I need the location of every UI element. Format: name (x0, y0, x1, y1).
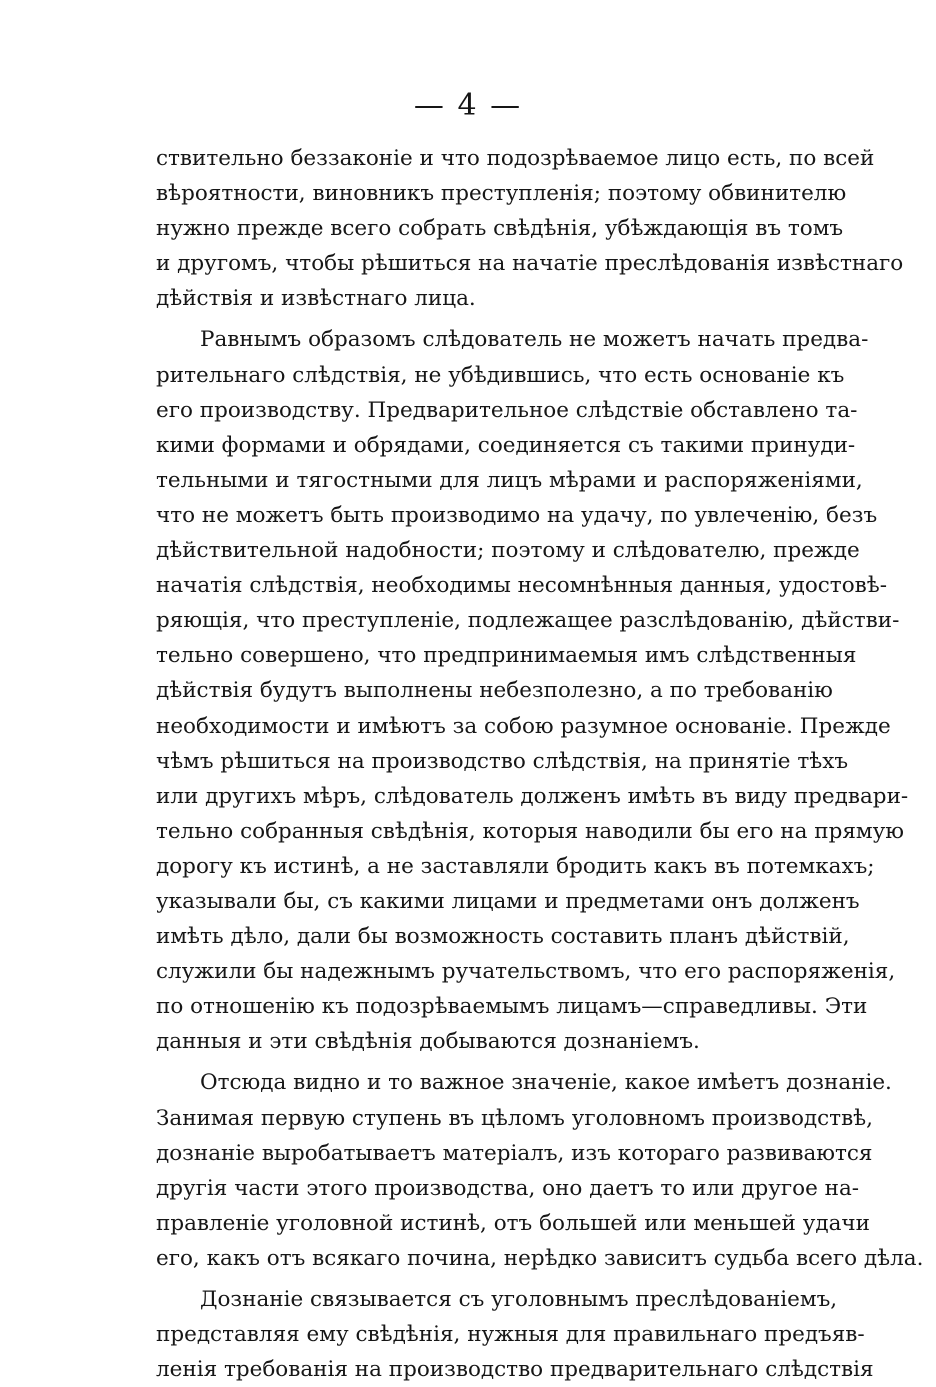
text-line: ряющія, что преступленіе, подлежащее разслѣдованію, дѣйстви- (156, 608, 900, 634)
text-line: что не можетъ быть производимо на удачу, по увлеченію, безъ (156, 502, 878, 528)
text-line: тельными и тягостными для лицъ мѣрами и распоряженіями, (156, 467, 863, 493)
text-line: его производству. Предварительное слѣдствіе обставлено та- (156, 397, 858, 423)
text-line: имѣть дѣло, дали бы возможность составить планъ дѣйствій, (156, 924, 850, 950)
text-line: дознаніе выробатываетъ матеріалъ, изъ котораго развиваются (156, 1140, 873, 1166)
text-line: служили бы надежнымъ ручательствомъ, что его распоряженія, (156, 959, 896, 985)
text-line: тельно собранныя свѣдѣнія, которыя наводили бы его на прямую (156, 818, 904, 844)
text-line: вѣроятности, виновникъ преступленія; поэтому обвинителю (156, 181, 847, 207)
text-line: необходимости и имѣютъ за собою разумное основаніе. Прежде (156, 713, 891, 739)
page-number: — 4 — (413, 88, 523, 123)
text-line: дорогу къ истинѣ, а не заставляли бродить какъ въ потемкахъ; (156, 853, 875, 879)
text-line: тельно совершено, что предпринимаемыя имъ слѣдственныя (156, 643, 857, 669)
text-line: его, какъ отъ всякаго почина, нерѣдко зависитъ судьба всего дѣла. (156, 1245, 924, 1271)
text-line: Отсюда видно и то важное значеніе, какое имѣетъ дознаніе. (200, 1070, 892, 1096)
text-line: дѣйствія и извѣстнаго лица. (156, 286, 476, 312)
text-line: Занимая первую ступень въ цѣломъ уголовномъ производствѣ, (156, 1105, 873, 1131)
text-line: ствительно беззаконіе и что подозрѣваемое лицо есть, по всей (156, 146, 875, 171)
text-line: начатія слѣдствія, необходимы несомнѣнныя данныя, удостовѣ- (156, 573, 887, 599)
text-line: представляя ему свѣдѣнія, нужныя для правильнаго предъяв- (156, 1322, 865, 1348)
text-line: по отношенію къ подозрѣваемымъ лицамъ—справедливы. Эти (156, 994, 868, 1020)
text-line: дѣйствительной надобности; поэтому и слѣдователю, прежде (156, 538, 860, 564)
text-line: Равнымъ образомъ слѣдователь не можетъ начать предва- (200, 327, 869, 353)
text-line: чѣмъ рѣшиться на производство слѣдствія, на принятіе тѣхъ (156, 748, 849, 774)
text-line: ленія требованія на производство предварительнаго слѣдствія (156, 1357, 874, 1383)
text-line: нужно прежде всего собрать свѣдѣнія, убѣждающія въ томъ (156, 216, 844, 242)
text-line: правленіе уголовной истинѣ, отъ большей или меньшей удачи (156, 1210, 870, 1236)
text-line: данныя и эти свѣдѣнія добываются дознаніемъ. (156, 1029, 700, 1055)
text-line: кими формами и обрядами, соединяется съ такими принуди- (156, 432, 856, 458)
text-line: Дознаніе связывается съ уголовнымъ преслѣдованіемъ, (200, 1287, 838, 1312)
text-line: дѣйствія будутъ выполнены небезполезно, а по требованію (156, 678, 833, 704)
body-text (156, 141, 924, 1387)
text-line: рительнаго слѣдствія, не убѣдившись, что есть основаніе къ (156, 362, 845, 388)
text-line: или другихъ мѣръ, слѣдователь долженъ имѣть въ виду предвари- (156, 783, 909, 809)
text-line: другія части этого производства, оно даетъ то или другое на- (156, 1175, 860, 1201)
text-line: указывали бы, съ какими лицами и предметами онъ долженъ (156, 888, 860, 914)
text-line: и другомъ, чтобы рѣшиться на начатіе преслѣдованія извѣстнаго (156, 251, 904, 277)
